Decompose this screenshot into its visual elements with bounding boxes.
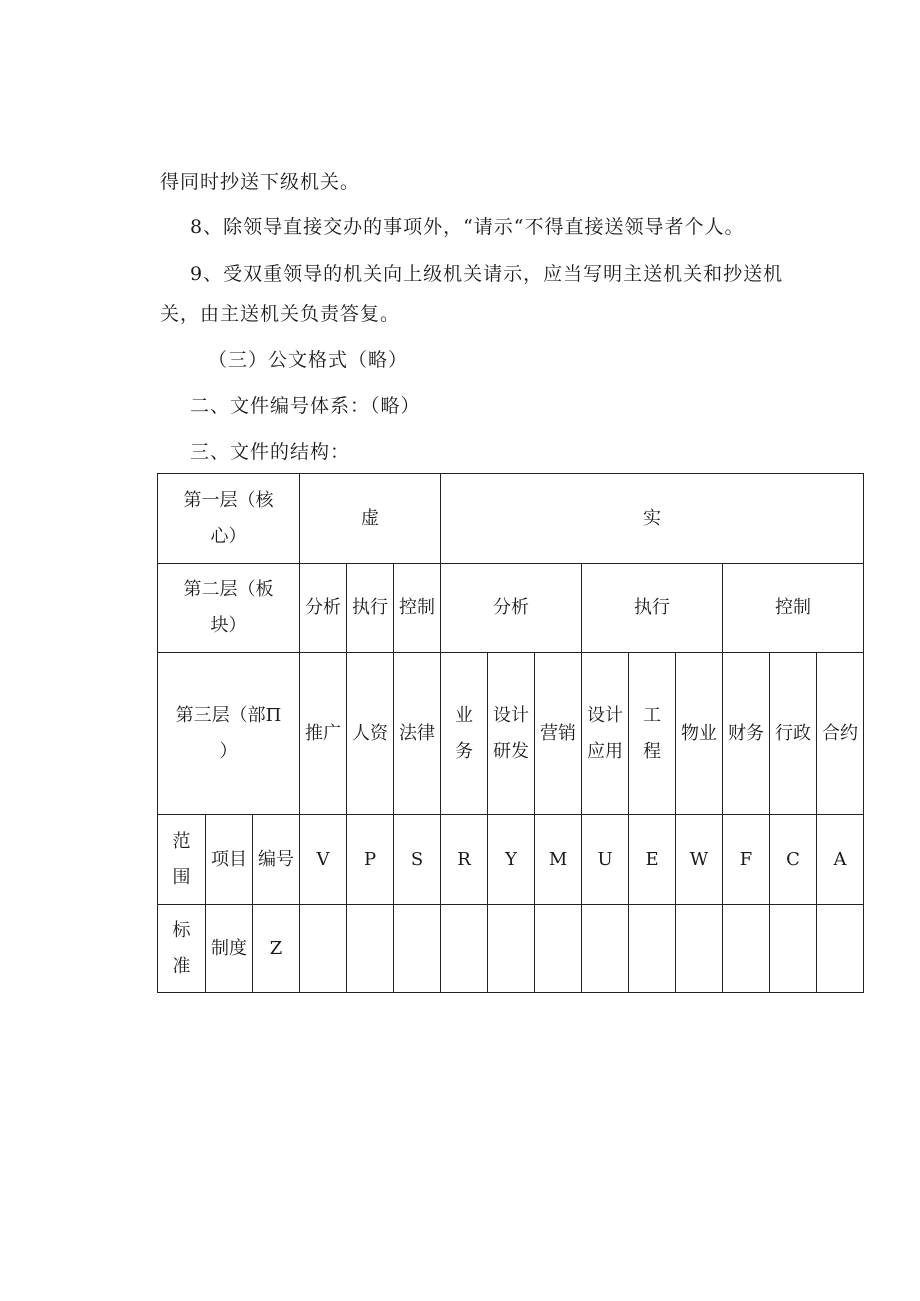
code-cell: C <box>770 815 817 905</box>
empty-cell <box>535 905 582 993</box>
dept-engineering-line1: 工 <box>643 704 662 726</box>
para-line-3a: 9、受双重领导的机关向上级机关请示，应当写明主送机关和抄送机 <box>190 263 784 285</box>
scope-code: 编号 <box>253 815 300 905</box>
code-cell: F <box>723 815 770 905</box>
empty-cell <box>629 905 676 993</box>
code-cell: E <box>629 815 676 905</box>
code-cell: Y <box>488 815 535 905</box>
standard-code: Z <box>253 905 300 993</box>
scope-label-line2: 围 <box>172 866 191 888</box>
dept-property: 物业 <box>676 653 723 815</box>
empty-cell <box>300 905 347 993</box>
para-line-2: 8、除领导直接交办的事项外，“请示“不得直接送领导者个人。 <box>190 216 745 238</box>
dept-hr: 人资 <box>347 653 394 815</box>
layer2-real-execution: 执行 <box>582 564 723 653</box>
table-row-layer2 <box>158 564 864 653</box>
dept-design-rd-line2: 研发 <box>493 740 530 762</box>
code-cell: P <box>347 815 394 905</box>
standard-label-line2: 准 <box>172 955 191 977</box>
code-cell: M <box>535 815 582 905</box>
empty-cell <box>770 905 817 993</box>
code-cell: V <box>300 815 347 905</box>
code-cell: A <box>817 815 864 905</box>
layer2-label-line1: 第二层（板 <box>183 579 274 600</box>
dept-design-application-line2: 应用 <box>587 740 624 762</box>
empty-cell <box>676 905 723 993</box>
layer1-xu: 虚 <box>300 474 441 564</box>
dept-design-application <box>582 653 629 815</box>
para-line-1: 得同时抄送下级机关。 <box>160 171 361 193</box>
empty-cell <box>347 905 394 993</box>
empty-cell <box>582 905 629 993</box>
section-heading-structure: 三、文件的结构： <box>190 441 351 463</box>
standard-label-line1: 标 <box>172 919 191 941</box>
layer1-label <box>158 474 300 564</box>
dept-design-rd-line1: 设计 <box>493 704 530 726</box>
empty-cell <box>723 905 770 993</box>
table-row-scope <box>158 815 864 905</box>
layer2-virtual-analysis: 分析 <box>300 564 347 653</box>
layer1-label-line1: 第一层（核 <box>183 489 274 511</box>
section-heading-numbering: 二、文件编号体系：（略） <box>190 395 421 417</box>
dept-business-line2: 务 <box>455 740 474 762</box>
dept-design-application-line1: 设计 <box>587 704 624 726</box>
code-cell: U <box>582 815 629 905</box>
empty-cell <box>488 905 535 993</box>
layer2-label <box>158 564 300 653</box>
layer1-label-line2: 心） <box>210 525 247 547</box>
dept-design-rd <box>488 653 535 815</box>
table-row-standard <box>158 905 864 993</box>
layer2-virtual-execution: 执行 <box>347 564 394 653</box>
layer1-shi: 实 <box>441 474 864 564</box>
code-cell: R <box>441 815 488 905</box>
empty-cell <box>817 905 864 993</box>
table-row-layer3 <box>158 653 864 815</box>
table-row-layer1 <box>158 474 864 564</box>
layer2-real-analysis: 分析 <box>441 564 582 653</box>
code-cell: W <box>676 815 723 905</box>
dept-admin: 行政 <box>770 653 817 815</box>
empty-cell <box>441 905 488 993</box>
dept-engineering-line2: 程 <box>643 740 662 762</box>
dept-contracts: 合约 <box>817 653 864 815</box>
dept-engineering <box>629 653 676 815</box>
scope-item: 项目 <box>206 815 253 905</box>
layer2-virtual-control: 控制 <box>394 564 441 653</box>
scope-label <box>158 815 206 905</box>
layer3-label-line2: ） <box>219 740 238 762</box>
para-line-3b: 关，由主送机关负责答复。 <box>160 303 401 325</box>
dept-finance: 财务 <box>723 653 770 815</box>
layer3-label-line1: 第三层（部Π <box>175 704 282 726</box>
layer2-real-control: 控制 <box>723 564 864 653</box>
dept-marketing: 营销 <box>535 653 582 815</box>
layer2-label-line2: 块） <box>210 615 247 636</box>
dept-legal: 法律 <box>394 653 441 815</box>
layer3-label <box>158 653 300 815</box>
dept-promotion: 推广 <box>300 653 347 815</box>
empty-cell <box>394 905 441 993</box>
code-cell: S <box>394 815 441 905</box>
file-structure-table <box>157 473 864 993</box>
standard-item: 制度 <box>206 905 253 993</box>
dept-business <box>441 653 488 815</box>
section-heading-format: （三）公文格式（略） <box>208 349 409 371</box>
standard-label <box>158 905 206 993</box>
scope-label-line1: 范 <box>172 830 191 852</box>
dept-business-line1: 业 <box>455 704 474 726</box>
